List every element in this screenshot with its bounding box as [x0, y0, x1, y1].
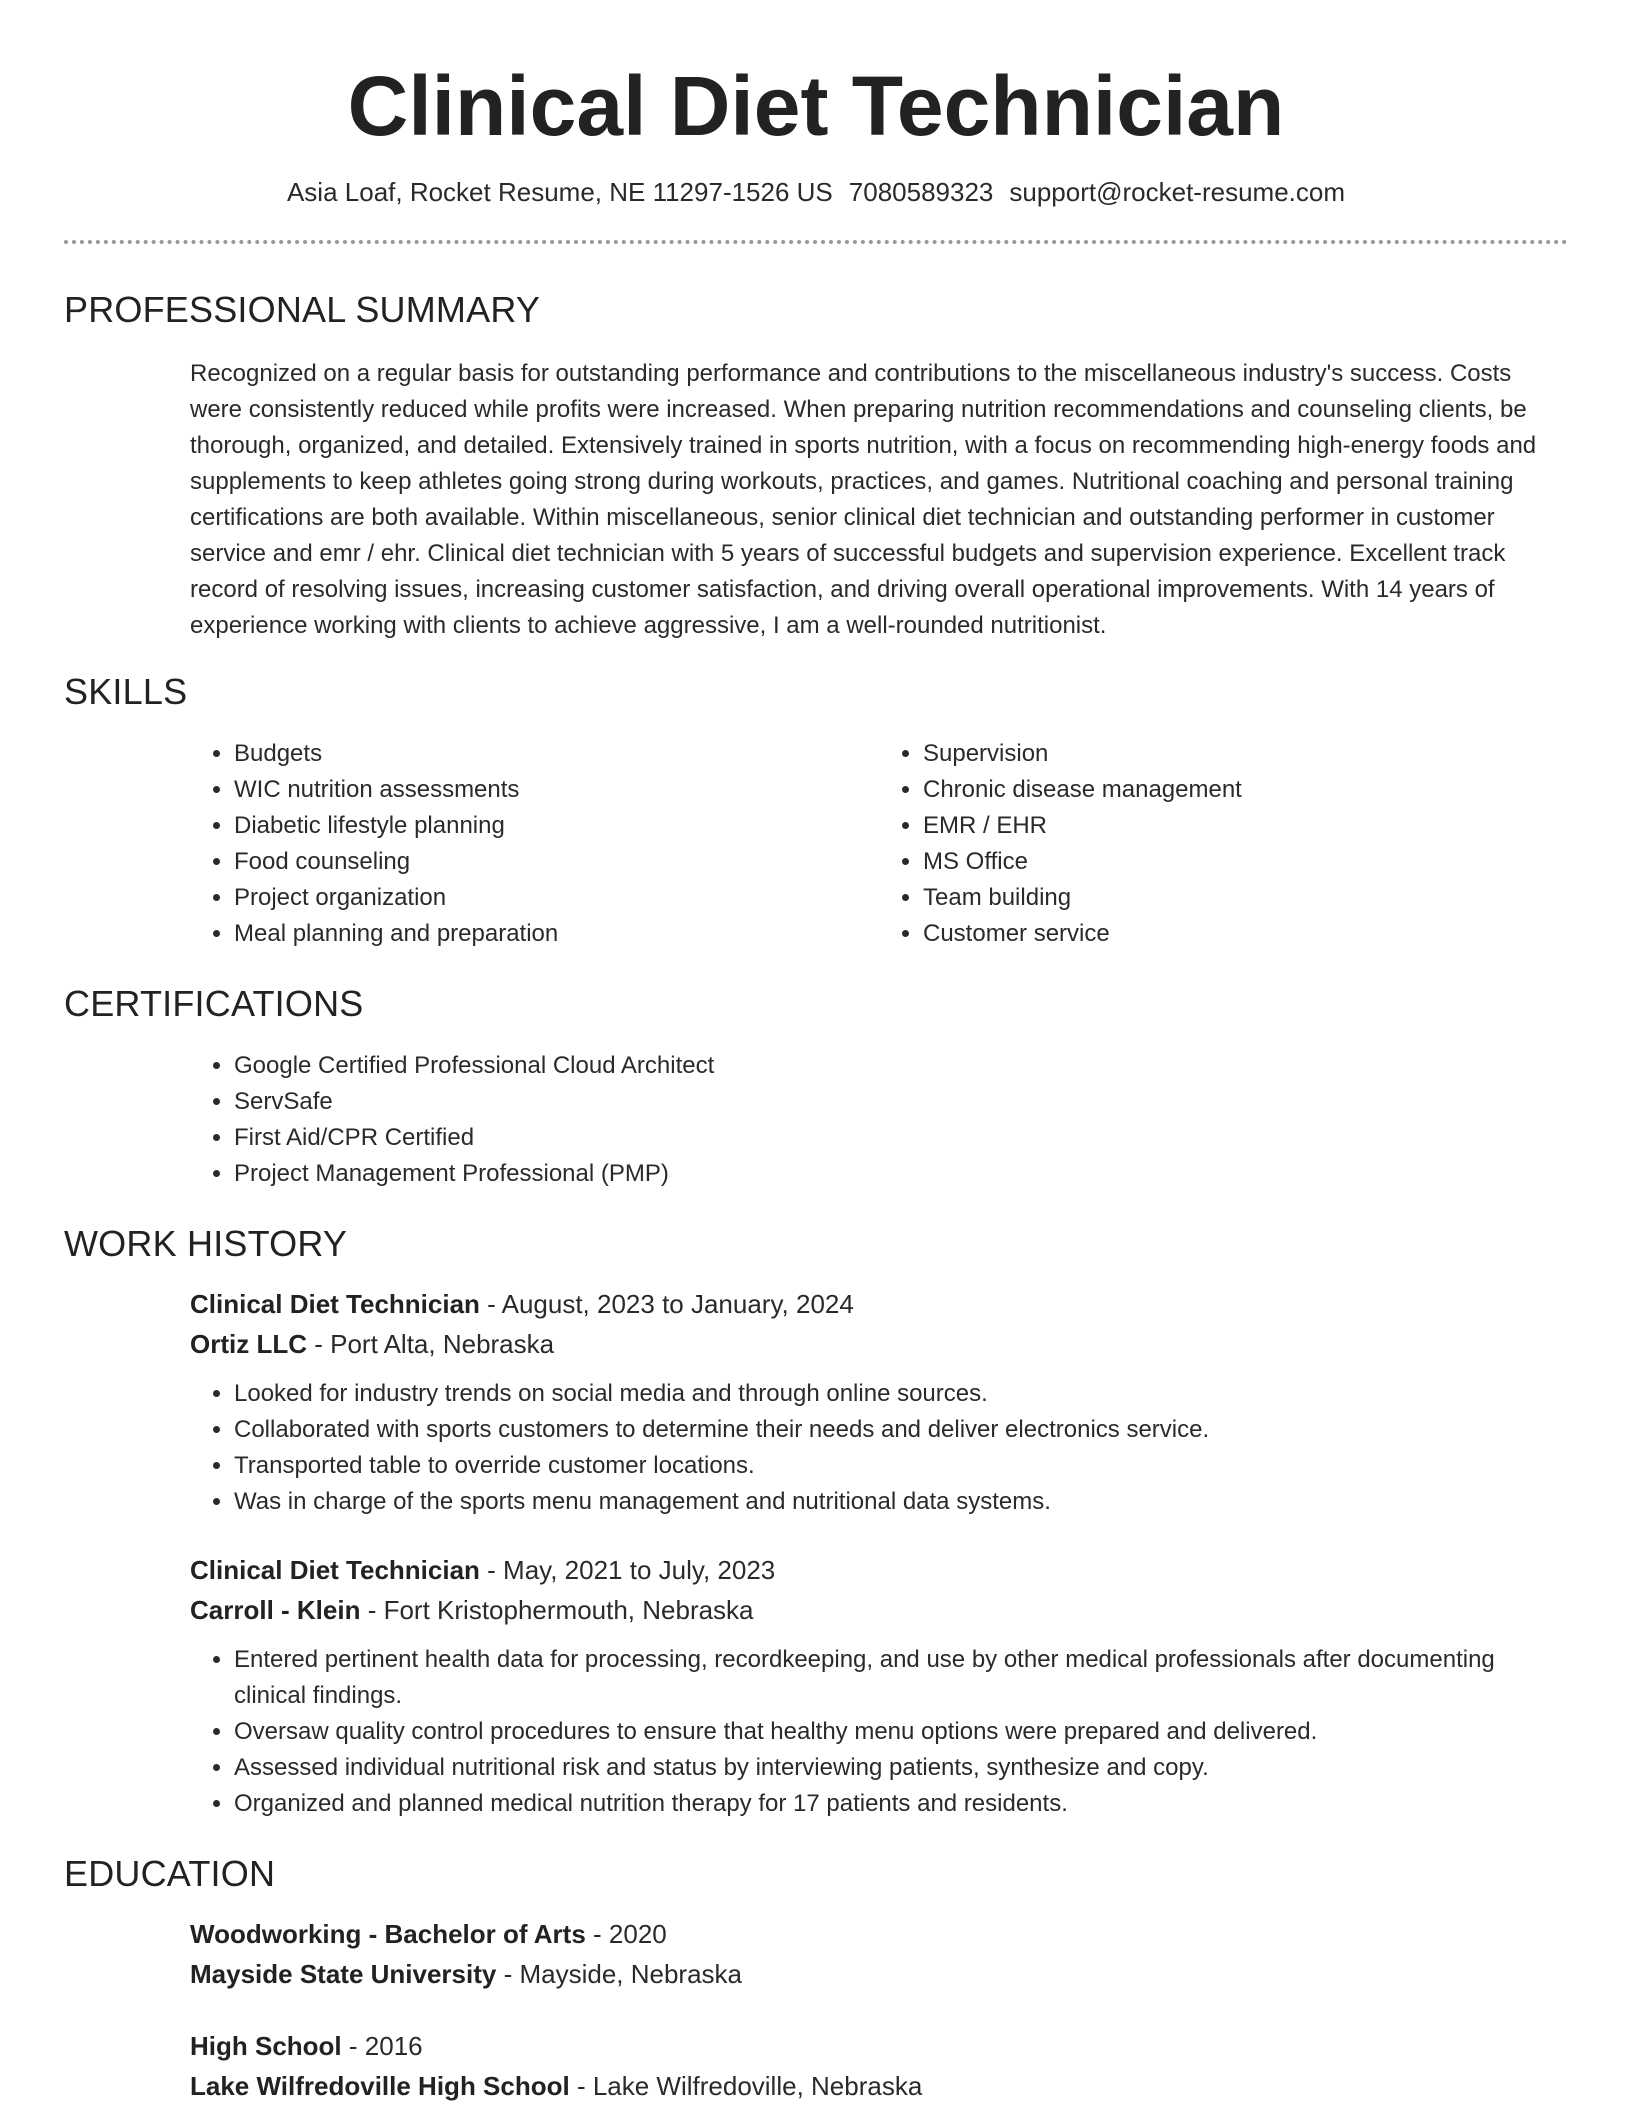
education-entry: [190, 1914, 1568, 1994]
skills-heading: SKILLS: [64, 671, 188, 712]
resume-page: [64, 0, 1568, 2106]
job-company-line: [190, 1324, 1568, 1364]
skill-item: • Budgets: [234, 736, 879, 772]
certifications-list: [190, 1048, 1568, 1192]
skill-item: • EMR / EHR: [923, 808, 1568, 844]
summary-text: Recognized on a regular basis for outstanding performance and contributions to the miscellaneous industry's success. Costs were consistently reduced while profits were increased. When preparing nutrition recommendations and counseling clients, be thorough, organized, and detailed. Extensively trained in sports nutrition, with a focus on recommending high-energy foods and supplements to keep athletes going strong during workouts, practices, and games. Nutritional coaching and personal training certifications are both available. Within miscellaneous, senior clinical diet technician and outstanding performer in customer service and emr / ehr. Clinical diet technician with 5 years of successful budgets and supervision experience. Excellent track record of resolving issues, increasing customer satisfaction, and driving overall operational improvements. With 14 years of experience working with clients to achieve aggressive, I am a well-rounded nutritionist.: [190, 360, 1537, 639]
job-bullet: • Collaborated with sports customers to determine their needs and deliver electronics service.: [234, 1412, 1568, 1448]
job-location: - Fort Kristophermouth, Nebraska: [360, 1595, 754, 1625]
skills-column-right: [879, 736, 1568, 952]
education-location: - Mayside, Nebraska: [496, 1959, 743, 1989]
skill-item: • Project organization: [234, 880, 879, 916]
education-degree: High School: [190, 2031, 342, 2061]
job-company-line: [190, 1590, 1568, 1630]
job-title-line: [190, 1550, 1568, 1590]
education-location: - Lake Wilfredoville, Nebraska: [569, 2071, 923, 2101]
education-degree-line: [190, 1914, 1568, 1954]
job-company: Ortiz LLC: [190, 1329, 307, 1359]
skill-item: • WIC nutrition assessments: [234, 772, 879, 808]
education-degree-line: [190, 2026, 1568, 2066]
resume-name: Clinical Diet Technician: [347, 59, 1285, 153]
job-dates: - May, 2021 to July, 2023: [479, 1555, 776, 1585]
certification-item: • First Aid/CPR Certified: [234, 1120, 1568, 1156]
skill-item: • Food counseling: [234, 844, 879, 880]
header-divider: [64, 240, 1568, 244]
skill-item: • Supervision: [923, 736, 1568, 772]
education-school-line: [190, 2066, 1568, 2106]
job-entry: [190, 1550, 1568, 1822]
education-entry: [190, 2026, 1568, 2106]
certification-item: • ServSafe: [234, 1084, 1568, 1120]
skills-list: [190, 736, 1568, 952]
education-school: Lake Wilfredoville High School: [190, 2071, 570, 2101]
contact-line: [64, 176, 1568, 208]
education-year: - 2020: [585, 1919, 667, 1949]
skill-item: • Diabetic lifestyle planning: [234, 808, 879, 844]
certification-item: • Google Certified Professional Cloud Architect: [234, 1048, 1568, 1084]
job-title-line: [190, 1284, 1568, 1324]
education-school-line: [190, 1954, 1568, 1994]
job-location: - Port Alta, Nebraska: [307, 1329, 555, 1359]
job-bullet: • Looked for industry trends on social media and through online sources.: [234, 1376, 1568, 1412]
work-history-heading: WORK HISTORY: [64, 1223, 348, 1264]
skill-item: • Meal planning and preparation: [234, 916, 879, 952]
job-bullet: • Organized and planned medical nutrition therapy for 17 patients and residents.: [234, 1786, 1568, 1822]
education-degree: Woodworking - Bachelor of Arts: [190, 1919, 586, 1949]
job-company: Carroll - Klein: [190, 1595, 361, 1625]
skill-item: • Team building: [923, 880, 1568, 916]
job-bullets: [190, 1642, 1568, 1822]
education-year: - 2016: [341, 2031, 423, 2061]
skill-item: • Customer service: [923, 916, 1568, 952]
contact-email: support@rocket-resume.com: [1009, 177, 1346, 207]
contact-address: Asia Loaf, Rocket Resume, NE 11297-1526 US: [286, 177, 833, 207]
certifications-heading: CERTIFICATIONS: [64, 983, 364, 1024]
certifications-bullets: [190, 1048, 1568, 1192]
job-role: Clinical Diet Technician: [190, 1555, 480, 1585]
job-entry: [190, 1284, 1568, 1520]
job-bullets: [190, 1376, 1568, 1520]
job-bullet: • Transported table to override customer locations.: [234, 1448, 1568, 1484]
job-bullet: • Oversaw quality control procedures to ensure that healthy menu options were prepared and delivered.: [234, 1714, 1568, 1750]
certification-item: • Project Management Professional (PMP): [234, 1156, 1568, 1192]
skill-item: • MS Office: [923, 844, 1568, 880]
job-dates: - August, 2023 to January, 2024: [479, 1289, 854, 1319]
job-role: Clinical Diet Technician: [190, 1289, 480, 1319]
skill-item: • Chronic disease management: [923, 772, 1568, 808]
education-heading: EDUCATION: [64, 1853, 276, 1894]
summary-heading: PROFESSIONAL SUMMARY: [64, 289, 541, 330]
job-bullet: • Was in charge of the sports menu management and nutritional data systems.: [234, 1484, 1568, 1520]
skills-column-left: [190, 736, 879, 952]
contact-phone: 7080589323: [848, 177, 994, 207]
job-bullet: • Assessed individual nutritional risk and status by interviewing patients, synthesize and copy.: [234, 1750, 1568, 1786]
job-bullet: • Entered pertinent health data for processing, recordkeeping, and use by other medical professionals after documenting clinical findings.: [234, 1642, 1568, 1714]
education-school: Mayside State University: [190, 1959, 497, 1989]
